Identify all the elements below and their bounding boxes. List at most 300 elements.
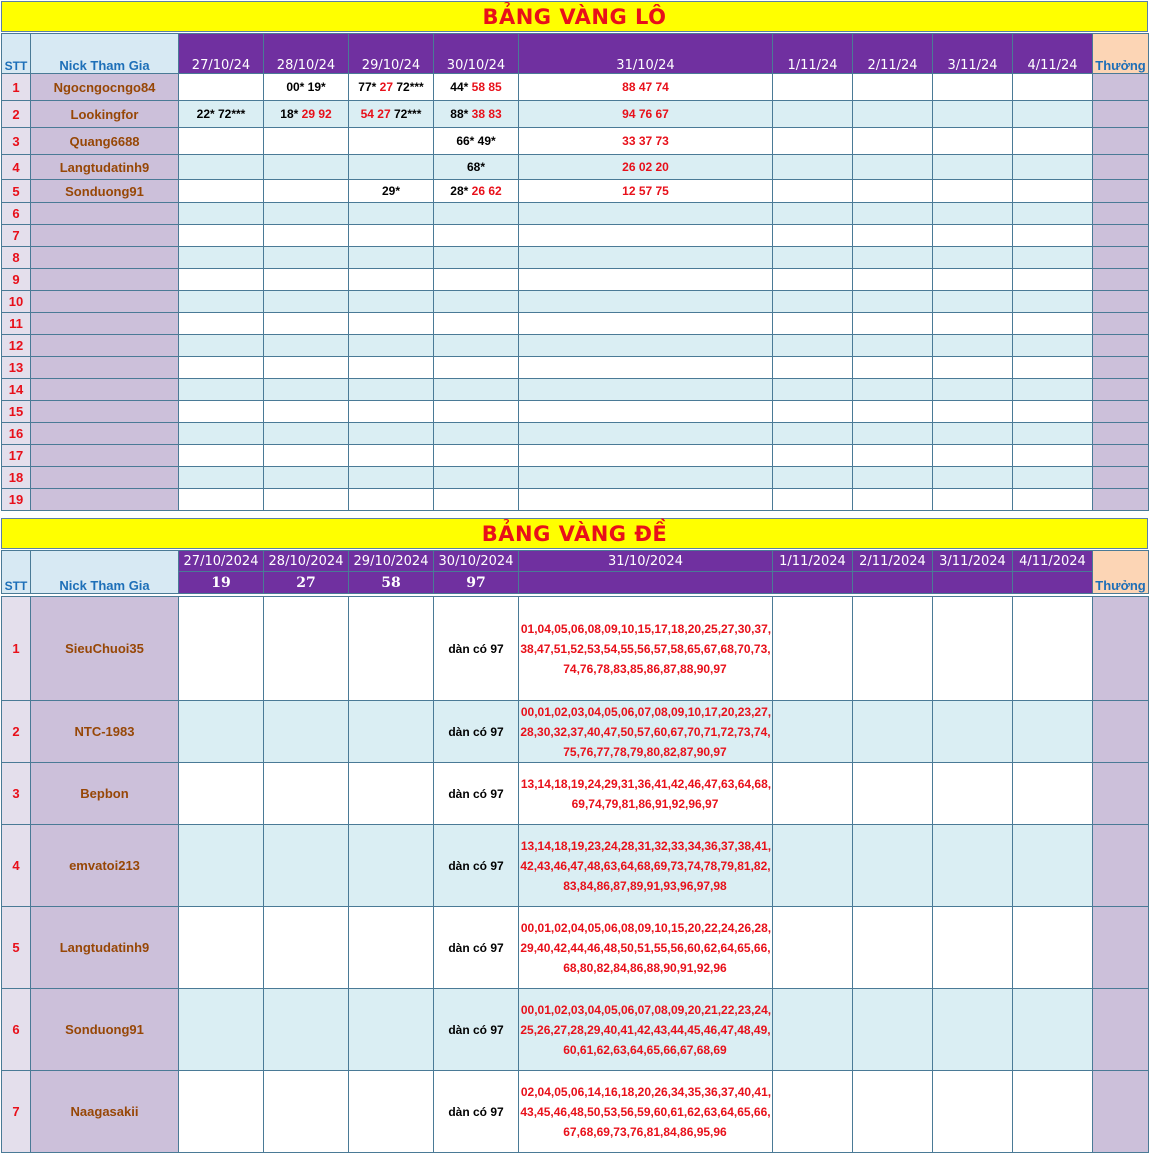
table-row (2, 763, 1149, 825)
row-number: 16 (2, 423, 31, 445)
pick-cell (264, 825, 349, 907)
table-row (2, 423, 1149, 445)
pick-cell (1013, 825, 1093, 907)
stt-header: STT (2, 551, 31, 594)
prize-cell (1093, 128, 1149, 155)
pick-cell (853, 225, 933, 247)
pick-cell (519, 335, 773, 357)
pick-cell (264, 489, 349, 511)
prize-cell (1093, 225, 1149, 247)
table-row (2, 989, 1149, 1071)
pick-cell (264, 763, 349, 825)
pick-cell (853, 203, 933, 225)
row-number: 5 (2, 180, 31, 203)
pick-cell (264, 357, 349, 379)
player-nick: Lookingfor (31, 101, 179, 128)
pick-cell (434, 597, 519, 701)
pick-cell (853, 180, 933, 203)
prize-cell (1093, 379, 1149, 401)
hit-note: dàn có 97 (448, 786, 504, 801)
stt-header: STT (2, 34, 31, 74)
row-number: 2 (2, 701, 31, 763)
pick-cell (1013, 291, 1093, 313)
pick-cell (519, 423, 773, 445)
table-row (2, 357, 1149, 379)
pick-cell (933, 101, 1013, 128)
pick-cell (519, 291, 773, 313)
pick-cell (179, 203, 264, 225)
pick-cell (349, 907, 434, 989)
pick-cell (773, 128, 853, 155)
pick-cell (179, 701, 264, 763)
table-row (2, 74, 1149, 101)
pick-cell (1013, 489, 1093, 511)
pick-cell (853, 1071, 933, 1153)
row-number: 4 (2, 155, 31, 180)
pick-cell (434, 101, 519, 128)
pick-cell (933, 379, 1013, 401)
result-number: 97 (434, 572, 519, 594)
pick-number: 26 02 20 (622, 160, 669, 174)
pick-cell (773, 180, 853, 203)
pick-cell (933, 907, 1013, 989)
result-number (519, 572, 773, 594)
pick-cell (773, 907, 853, 989)
date-header: 29/10/24 (349, 34, 434, 74)
pick-cell (853, 379, 933, 401)
row-number: 1 (2, 74, 31, 101)
pick-cell (264, 313, 349, 335)
number-set: 01,04,05,06,08,09,10,15,17,18,20,25,27,30,37,38,47,51,52,53,54,55,56,57,58,65,67,68,70,73,74,76,78,83,85,86,87,88,90,97 (520, 621, 772, 676)
pick-cell (349, 291, 434, 313)
pick-cell (264, 445, 349, 467)
pick-number: 22* 72*** (196, 107, 246, 121)
row-number: 8 (2, 247, 31, 269)
date-header: 29/10/2024 (349, 551, 434, 572)
pick-cell (773, 825, 853, 907)
pick-cell (773, 701, 853, 763)
prize-cell (1093, 489, 1149, 511)
pick-cell (264, 335, 349, 357)
pick-cell (933, 597, 1013, 701)
pick-cell (179, 489, 264, 511)
lo-table (1, 33, 1149, 511)
pick-cell (853, 357, 933, 379)
pick-cell (179, 763, 264, 825)
prize-cell (1093, 825, 1149, 907)
pick-cell (853, 989, 933, 1071)
pick-cell (179, 313, 264, 335)
pick-number: 72*** (394, 107, 422, 121)
prize-cell (1093, 401, 1149, 423)
pick-cell (434, 467, 519, 489)
pick-cell (773, 1071, 853, 1153)
result-number (773, 572, 853, 594)
table-row (2, 489, 1149, 511)
date-header: 27/10/24 (179, 34, 264, 74)
pick-number: 29 92 (301, 107, 332, 121)
pick-cell (1013, 335, 1093, 357)
row-number: 11 (2, 313, 31, 335)
pick-cell (179, 335, 264, 357)
pick-cell (773, 155, 853, 180)
result-number (853, 572, 933, 594)
hit-note: dàn có 97 (448, 724, 504, 739)
pick-cell (933, 825, 1013, 907)
player-nick: emvatoi213 (31, 825, 179, 907)
lo-header-row (2, 34, 1149, 74)
pick-cell (264, 291, 349, 313)
pick-cell (519, 597, 773, 701)
de-table (1, 550, 1149, 1153)
pick-cell (179, 128, 264, 155)
pick-number: 28* (450, 184, 469, 198)
pick-cell (349, 401, 434, 423)
player-nick (31, 467, 179, 489)
hit-note: dàn có 97 (448, 1104, 504, 1119)
pick-cell (933, 74, 1013, 101)
pick-cell (434, 247, 519, 269)
pick-cell (519, 401, 773, 423)
pick-cell (519, 489, 773, 511)
pick-cell (434, 701, 519, 763)
pick-cell (179, 597, 264, 701)
pick-number: 68* (466, 160, 486, 174)
pick-cell (519, 379, 773, 401)
player-nick (31, 423, 179, 445)
prize-cell (1093, 155, 1149, 180)
pick-cell (853, 467, 933, 489)
date-header: 28/10/2024 (264, 551, 349, 572)
pick-cell (349, 335, 434, 357)
pick-number: 88* (450, 107, 469, 121)
pick-cell (349, 101, 434, 128)
table-row (2, 379, 1149, 401)
pick-cell (933, 203, 1013, 225)
pick-cell (264, 907, 349, 989)
pick-cell (1013, 401, 1093, 423)
pick-cell (264, 467, 349, 489)
pick-cell (933, 269, 1013, 291)
pick-cell (773, 101, 853, 128)
hit-note: dàn có 97 (448, 858, 504, 873)
prize-cell (1093, 701, 1149, 763)
pick-cell (349, 74, 434, 101)
pick-cell (1013, 989, 1093, 1071)
pick-cell (1013, 379, 1093, 401)
pick-cell (264, 423, 349, 445)
pick-cell (434, 74, 519, 101)
pick-cell (853, 701, 933, 763)
pick-cell (1013, 357, 1093, 379)
player-nick (31, 225, 179, 247)
player-nick: NTC-1983 (31, 701, 179, 763)
pick-cell (773, 291, 853, 313)
pick-number: 77* (358, 80, 377, 94)
pick-cell (264, 701, 349, 763)
pick-cell (519, 907, 773, 989)
pick-cell (773, 269, 853, 291)
prize-cell (1093, 989, 1149, 1071)
table-row (2, 401, 1149, 423)
pick-cell (933, 225, 1013, 247)
pick-cell (1013, 313, 1093, 335)
pick-cell (773, 401, 853, 423)
pick-cell (773, 74, 853, 101)
table-row (2, 225, 1149, 247)
pick-cell (519, 467, 773, 489)
pick-cell (853, 101, 933, 128)
pick-cell (519, 128, 773, 155)
pick-cell (349, 247, 434, 269)
player-nick: Sonduong91 (31, 180, 179, 203)
pick-cell (264, 597, 349, 701)
pick-cell (434, 423, 519, 445)
pick-cell (773, 357, 853, 379)
pick-cell (853, 247, 933, 269)
pick-cell (1013, 907, 1093, 989)
pick-cell (773, 379, 853, 401)
row-number: 18 (2, 467, 31, 489)
pick-cell (773, 445, 853, 467)
pick-cell (519, 74, 773, 101)
pick-cell (933, 335, 1013, 357)
pick-number: 66* 49* (456, 134, 496, 148)
pick-cell (434, 335, 519, 357)
pick-cell (179, 825, 264, 907)
row-number: 9 (2, 269, 31, 291)
player-nick (31, 291, 179, 313)
prize-cell (1093, 445, 1149, 467)
pick-number: 72*** (396, 80, 424, 94)
row-number: 3 (2, 128, 31, 155)
pick-cell (773, 247, 853, 269)
pick-cell (773, 313, 853, 335)
number-set: 00,01,02,03,04,05,06,07,08,09,20,21,22,23,24,25,26,27,28,29,40,41,42,43,44,45,46,47,48,49,60,61,62,63,64,65,66,67,68,69 (520, 1002, 772, 1057)
nick-header: Nick Tham Gia (31, 551, 179, 594)
pick-cell (853, 155, 933, 180)
pick-cell (933, 445, 1013, 467)
pick-cell (434, 291, 519, 313)
pick-cell (349, 357, 434, 379)
pick-cell (349, 445, 434, 467)
pick-cell (264, 247, 349, 269)
pick-cell (773, 225, 853, 247)
pick-cell (519, 763, 773, 825)
number-set: 02,04,05,06,14,16,18,20,26,34,35,36,37,40,41,43,45,46,48,50,53,56,59,60,61,62,63,64,65,66,67,68,69,73,76,81,84,86,95,96 (520, 1084, 772, 1139)
pick-cell (1013, 101, 1093, 128)
pick-cell (264, 128, 349, 155)
row-number: 5 (2, 907, 31, 989)
pick-cell (933, 291, 1013, 313)
pick-cell (519, 445, 773, 467)
pick-cell (264, 74, 349, 101)
date-header: 1/11/24 (773, 34, 853, 74)
pick-cell (1013, 1071, 1093, 1153)
pick-cell (1013, 269, 1093, 291)
player-nick (31, 247, 179, 269)
pick-cell (179, 401, 264, 423)
pick-cell (1013, 155, 1093, 180)
number-set: 00,01,02,03,04,05,06,07,08,09,10,17,20,23,27,28,30,32,37,40,47,50,57,60,67,70,71,72,73,74,75,76,77,78,79,80,82,87,90,97 (520, 704, 772, 759)
pick-cell (519, 357, 773, 379)
pick-cell (264, 203, 349, 225)
pick-cell (853, 269, 933, 291)
pick-cell (434, 907, 519, 989)
player-nick (31, 203, 179, 225)
hit-note: dàn có 97 (448, 940, 504, 955)
pick-cell (933, 701, 1013, 763)
result-number (933, 572, 1013, 594)
pick-cell (179, 445, 264, 467)
pick-cell (1013, 467, 1093, 489)
player-nick: Quang6688 (31, 128, 179, 155)
prize-cell (1093, 74, 1149, 101)
result-number: 19 (179, 572, 264, 594)
pick-cell (349, 423, 434, 445)
pick-cell (853, 335, 933, 357)
pick-cell (853, 401, 933, 423)
pick-cell (349, 313, 434, 335)
pick-cell (933, 989, 1013, 1071)
pick-cell (179, 101, 264, 128)
pick-number: 58 85 (471, 80, 502, 94)
pick-cell (179, 1071, 264, 1153)
result-number: 27 (264, 572, 349, 594)
pick-cell (933, 247, 1013, 269)
player-nick: SieuChuoi35 (31, 597, 179, 701)
pick-cell (519, 155, 773, 180)
prize-header: Thưởng (1093, 551, 1149, 594)
row-number: 1 (2, 597, 31, 701)
pick-cell (773, 467, 853, 489)
pick-cell (179, 247, 264, 269)
pick-cell (349, 203, 434, 225)
pick-cell (1013, 128, 1093, 155)
pick-cell (349, 155, 434, 180)
pick-cell (933, 489, 1013, 511)
pick-cell (519, 825, 773, 907)
pick-cell (1013, 74, 1093, 101)
pick-cell (179, 357, 264, 379)
prize-cell (1093, 1071, 1149, 1153)
table-row (2, 445, 1149, 467)
pick-cell (434, 203, 519, 225)
pick-cell (349, 467, 434, 489)
pick-cell (434, 489, 519, 511)
player-nick: Naagasakii (31, 1071, 179, 1153)
prize-cell (1093, 467, 1149, 489)
pick-cell (349, 225, 434, 247)
pick-cell (853, 291, 933, 313)
pick-cell (519, 269, 773, 291)
hit-note: dàn có 97 (448, 641, 504, 656)
date-header: 30/10/2024 (434, 551, 519, 572)
pick-cell (519, 1071, 773, 1153)
pick-cell (349, 379, 434, 401)
table-row (2, 128, 1149, 155)
pick-cell (933, 128, 1013, 155)
pick-cell (1013, 247, 1093, 269)
player-nick: Langtudatinh9 (31, 907, 179, 989)
date-header: 3/11/24 (933, 34, 1013, 74)
date-header: 28/10/24 (264, 34, 349, 74)
pick-number: 18* (280, 107, 299, 121)
pick-cell (349, 989, 434, 1071)
number-set: 13,14,18,19,24,29,31,36,41,42,46,47,63,64,68,69,74,79,81,86,91,92,96,97 (520, 776, 772, 811)
pick-number: 27 (379, 80, 394, 94)
prize-cell (1093, 763, 1149, 825)
pick-cell (349, 825, 434, 907)
pick-cell (264, 155, 349, 180)
pick-cell (519, 247, 773, 269)
pick-cell (434, 180, 519, 203)
player-nick (31, 357, 179, 379)
de-title: BẢNG VÀNG ĐỀ (1, 518, 1148, 549)
prize-cell (1093, 335, 1149, 357)
pick-cell (853, 128, 933, 155)
date-header: 4/11/24 (1013, 34, 1093, 74)
pick-number: 33 37 73 (622, 134, 669, 148)
pick-cell (1013, 203, 1093, 225)
pick-cell (179, 379, 264, 401)
row-number: 7 (2, 225, 31, 247)
pick-cell (1013, 701, 1093, 763)
pick-cell (1013, 445, 1093, 467)
date-header: 30/10/24 (434, 34, 519, 74)
pick-cell (1013, 180, 1093, 203)
row-number: 4 (2, 825, 31, 907)
pick-cell (179, 155, 264, 180)
prize-cell (1093, 907, 1149, 989)
prize-cell (1093, 313, 1149, 335)
pick-number: 26 62 (471, 184, 502, 198)
pick-cell (773, 335, 853, 357)
prize-cell (1093, 247, 1149, 269)
pick-number: 94 76 67 (622, 107, 669, 121)
date-header: 31/10/24 (519, 34, 773, 74)
player-nick (31, 313, 179, 335)
pick-cell (1013, 225, 1093, 247)
pick-cell (264, 180, 349, 203)
pick-cell (1013, 597, 1093, 701)
row-number: 6 (2, 989, 31, 1071)
pick-cell (853, 907, 933, 989)
pick-cell (179, 291, 264, 313)
result-number (1013, 572, 1093, 594)
date-header: 31/10/2024 (519, 551, 773, 572)
row-number: 10 (2, 291, 31, 313)
player-nick: Bepbon (31, 763, 179, 825)
table-row (2, 907, 1149, 989)
pick-cell (519, 989, 773, 1071)
row-number: 15 (2, 401, 31, 423)
pick-cell (264, 989, 349, 1071)
pick-cell (434, 155, 519, 180)
pick-cell (179, 180, 264, 203)
pick-cell (1013, 423, 1093, 445)
row-number: 19 (2, 489, 31, 511)
pick-cell (434, 445, 519, 467)
pick-cell (349, 1071, 434, 1153)
row-number: 14 (2, 379, 31, 401)
pick-cell (519, 225, 773, 247)
pick-cell (179, 74, 264, 101)
pick-number: 54 27 (360, 107, 391, 121)
pick-cell (349, 269, 434, 291)
date-header: 1/11/2024 (773, 551, 853, 572)
pick-cell (773, 597, 853, 701)
